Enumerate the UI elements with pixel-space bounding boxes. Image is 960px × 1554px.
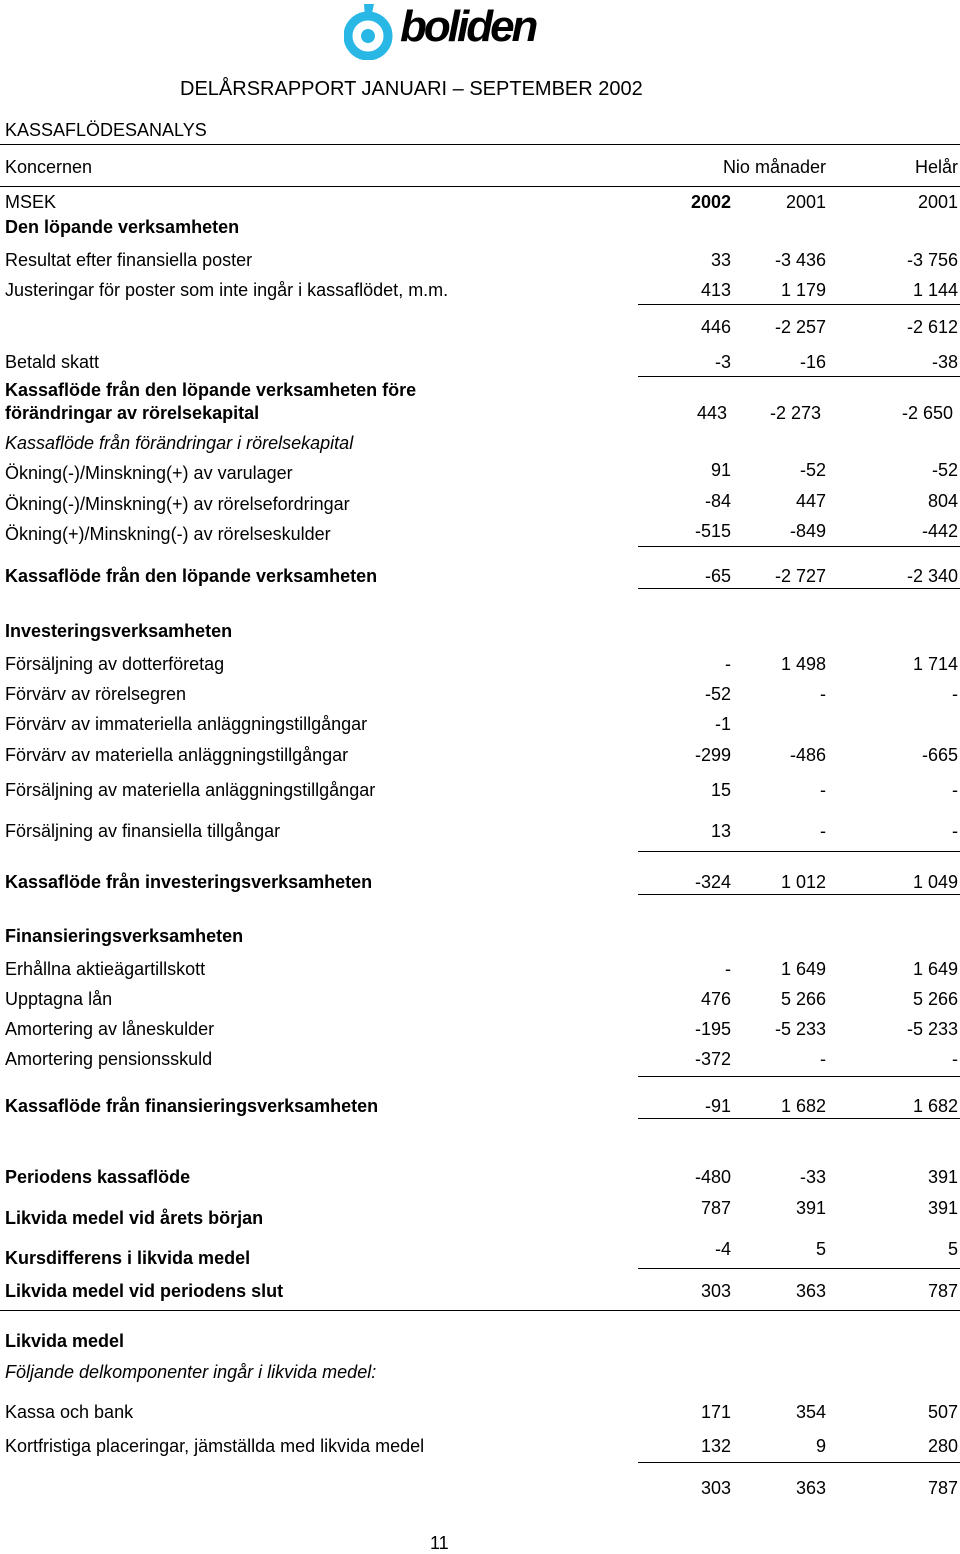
value-2002: -372	[694, 1049, 731, 1069]
row-label: Förvärv av immateriella anläggningstillgångar	[5, 714, 368, 734]
value-full-2001: -	[952, 780, 958, 800]
group-label: Koncernen	[5, 157, 93, 177]
value-2001: 363	[795, 1478, 826, 1498]
row-label: Amortering pensionsskuld	[5, 1049, 213, 1069]
value-full-2001: 787	[927, 1478, 958, 1498]
value-full-2001: -	[952, 684, 958, 704]
value-full-2001: 1 714	[912, 654, 958, 674]
table-row	[0, 1198, 960, 1229]
table-row	[0, 820, 960, 842]
value-2002: -91	[704, 1096, 731, 1116]
boliden-logo-icon	[344, 2, 398, 60]
value-2001: -3 436	[774, 250, 826, 270]
value-2001: 1 179	[780, 280, 826, 300]
value-full-2001: 787	[927, 1281, 958, 1301]
row-label: Ökning(-)/Minskning(+) av rörelsefordringar	[5, 494, 350, 514]
value-full-2001: 1 649	[912, 959, 958, 979]
value-full-2001: 391	[927, 1167, 958, 1187]
table-row	[0, 432, 960, 454]
row-label: Kassaflöde från den löpande verksamheten	[5, 566, 378, 586]
row-label: Ökning(+)/Minskning(-) av rörelseskulder	[5, 524, 331, 544]
value-2001: -2 273	[769, 403, 821, 423]
table-row	[0, 1401, 960, 1423]
value-2002: 13	[710, 821, 731, 841]
value-2002: 171	[700, 1402, 731, 1422]
value-2002: -480	[694, 1167, 731, 1187]
value-2001: -33	[799, 1167, 826, 1187]
year-col1: 2002	[690, 192, 731, 212]
value-2001: 1 498	[780, 654, 826, 674]
value-2002: -195	[694, 1019, 731, 1039]
row-label: Ökning(-)/Minskning(+) av varulager	[5, 463, 293, 483]
table-row	[0, 402, 960, 424]
value-2001: -2 727	[774, 566, 826, 586]
subtotal-rule	[638, 1268, 960, 1269]
value-2001: 1 682	[780, 1096, 826, 1116]
value-full-2001: 1 682	[912, 1096, 958, 1116]
value-full-2001: -	[952, 821, 958, 841]
total-rule	[638, 1118, 960, 1119]
row-label: Kassa och bank	[5, 1402, 134, 1422]
row-label: Likvida medel vid årets början	[5, 1208, 264, 1228]
value-2002: 15	[710, 780, 731, 800]
value-2001: 5 266	[780, 989, 826, 1009]
value-2002: 33	[710, 250, 731, 270]
table-row	[0, 1239, 960, 1269]
row-label: Den löpande verksamheten	[5, 217, 240, 237]
row-label: Periodens kassaflöde	[5, 1167, 191, 1187]
year-col3: 2001	[917, 192, 958, 212]
row-label: Justeringar för poster som inte ingår i kassaflödet, m.m.	[5, 280, 449, 300]
row-label: Kortfristiga placeringar, jämställda med likvida medel	[5, 1436, 425, 1456]
row-label: Finansieringsverksamheten	[5, 926, 244, 946]
subtotal-rule	[638, 1076, 960, 1077]
col-nine-months: Nio månader	[722, 157, 826, 177]
table-row	[0, 1095, 960, 1117]
value-2002: -52	[704, 684, 731, 704]
value-2002: 787	[700, 1198, 731, 1218]
value-2001: -	[820, 821, 826, 841]
value-2002: -299	[694, 745, 731, 765]
row-label: Erhållna aktieägartillskott	[5, 959, 206, 979]
subtotal-rule	[638, 851, 960, 852]
unit-label: MSEK	[5, 192, 57, 212]
table-row	[0, 1330, 960, 1352]
table-header-row	[0, 156, 960, 178]
value-2002: 476	[700, 989, 731, 1009]
table-row	[0, 744, 960, 766]
value-2001: 9	[815, 1436, 826, 1456]
report-title: DELÅRSRAPPORT JANUARI – SEPTEMBER 2002	[180, 78, 643, 100]
table-row	[0, 1435, 960, 1457]
total-rule	[638, 588, 960, 589]
header-rule	[0, 186, 960, 187]
value-2002: -4	[714, 1239, 731, 1259]
value-2002: 413	[700, 280, 731, 300]
value-full-2001: -38	[931, 352, 958, 372]
subtotal-rule	[638, 376, 960, 377]
boliden-logo	[344, 2, 544, 60]
table-row	[0, 871, 960, 893]
header-rule	[0, 144, 960, 145]
value-2001: -52	[799, 460, 826, 480]
row-label: Följande delkomponenter ingår i likvida medel:	[5, 1362, 377, 1382]
col-full-year: Helår	[914, 157, 958, 177]
value-2002: 303	[700, 1281, 731, 1301]
table-row	[0, 958, 960, 980]
row-label: Kassaflöde från finansieringsverksamheten	[5, 1096, 379, 1116]
value-2001: -2 257	[774, 317, 826, 337]
value-2002: -65	[704, 566, 731, 586]
table-row	[0, 351, 960, 373]
value-2001: 1 012	[780, 872, 826, 892]
value-full-2001: 391	[927, 1198, 958, 1218]
table-row	[0, 1477, 960, 1499]
row-label: Betald skatt	[5, 352, 100, 372]
table-row	[0, 379, 960, 401]
value-full-2001: 1 144	[912, 280, 958, 300]
table-row	[0, 279, 960, 301]
value-full-2001: 280	[927, 1436, 958, 1456]
table-row	[0, 1280, 960, 1302]
table-row	[0, 565, 960, 587]
value-2001: -486	[789, 745, 826, 765]
section-rule	[0, 1310, 960, 1311]
value-full-2001: 507	[927, 1402, 958, 1422]
value-2002: -	[725, 654, 731, 674]
value-2002: -515	[694, 521, 731, 541]
value-full-2001: 5	[947, 1239, 958, 1259]
value-2001: 1 649	[780, 959, 826, 979]
table-row	[0, 523, 960, 545]
year-col2: 2001	[785, 192, 826, 212]
table-row	[0, 653, 960, 675]
value-2001: -	[820, 1049, 826, 1069]
value-2001: -849	[789, 521, 826, 541]
value-2001: 391	[795, 1198, 826, 1218]
table-row	[0, 1048, 960, 1070]
row-label: Investeringsverksamheten	[5, 621, 233, 641]
section-title: KASSAFLÖDESANALYS	[5, 120, 207, 140]
row-label: förändringar av rörelsekapital	[5, 403, 260, 423]
subtotal-rule	[638, 546, 960, 547]
value-2002: 443	[696, 403, 727, 423]
subtotal-rule	[638, 304, 960, 305]
value-full-2001: 5 266	[912, 989, 958, 1009]
value-2001: 5	[815, 1239, 826, 1259]
row-label: Förvärv av rörelsegren	[5, 684, 187, 704]
value-2002: 303	[700, 1478, 731, 1498]
subtotal-rule	[638, 1462, 960, 1463]
value-full-2001: -	[952, 1049, 958, 1069]
value-2002: -84	[704, 491, 731, 511]
table-row	[0, 713, 960, 735]
value-2002: 91	[710, 460, 731, 480]
value-2002: -	[725, 959, 731, 979]
value-2001: 354	[795, 1402, 826, 1422]
table-row	[0, 462, 960, 484]
row-label: Likvida medel	[5, 1331, 125, 1351]
brand-name: boliden	[400, 2, 536, 51]
row-label: Kassaflöde från den löpande verksamheten före	[5, 380, 417, 400]
row-label: Amortering av låneskulder	[5, 1019, 215, 1039]
value-2002: 132	[700, 1436, 731, 1456]
table-row	[0, 683, 960, 705]
row-label: Försäljning av finansiella tillgångar	[5, 821, 281, 841]
value-2001: 447	[795, 491, 826, 511]
value-full-2001: -2 612	[906, 317, 958, 337]
value-full-2001: -5 233	[906, 1019, 958, 1039]
value-full-2001: -2 340	[906, 566, 958, 586]
table-row	[0, 925, 960, 947]
value-2001: -	[820, 780, 826, 800]
table-row	[0, 493, 960, 515]
value-2002: -324	[694, 872, 731, 892]
value-full-2001: 804	[927, 491, 958, 511]
table-row	[0, 1018, 960, 1040]
value-full-2001: -442	[921, 521, 958, 541]
row-label: Kassaflöde från investeringsverksamheten	[5, 872, 373, 892]
table-row	[0, 216, 960, 238]
table-row	[0, 988, 960, 1010]
table-row	[0, 779, 960, 801]
row-label: Resultat efter finansiella poster	[5, 250, 253, 270]
value-full-2001: -665	[921, 745, 958, 765]
value-2001: -5 233	[774, 1019, 826, 1039]
table-row	[0, 316, 960, 338]
value-2001: -16	[799, 352, 826, 372]
years-row	[0, 191, 960, 213]
table-row	[0, 249, 960, 271]
value-2002: -1	[714, 714, 731, 734]
value-2002: 446	[700, 317, 731, 337]
row-label: Likvida medel vid periodens slut	[5, 1281, 284, 1301]
value-full-2001: -3 756	[906, 250, 958, 270]
table-row	[0, 620, 960, 642]
total-rule	[638, 894, 960, 895]
row-label: Försäljning av materiella anläggningstillgångar	[5, 780, 376, 800]
page-number: 11	[430, 1533, 449, 1553]
value-2001: 363	[795, 1281, 826, 1301]
row-label: Försäljning av dotterföretag	[5, 654, 225, 674]
table-row	[0, 1166, 960, 1188]
value-2001: -	[820, 684, 826, 704]
value-full-2001: -52	[931, 460, 958, 480]
table-row	[0, 1361, 960, 1383]
row-label: Upptagna lån	[5, 989, 113, 1009]
value-full-2001: -2 650	[901, 403, 953, 423]
value-2002: -3	[714, 352, 731, 372]
row-label: Kassaflöde från förändringar i rörelsekapital	[5, 433, 354, 453]
row-label: Förvärv av materiella anläggningstillgångar	[5, 745, 349, 765]
row-label: Kursdifferens i likvida medel	[5, 1248, 251, 1268]
value-full-2001: 1 049	[912, 872, 958, 892]
